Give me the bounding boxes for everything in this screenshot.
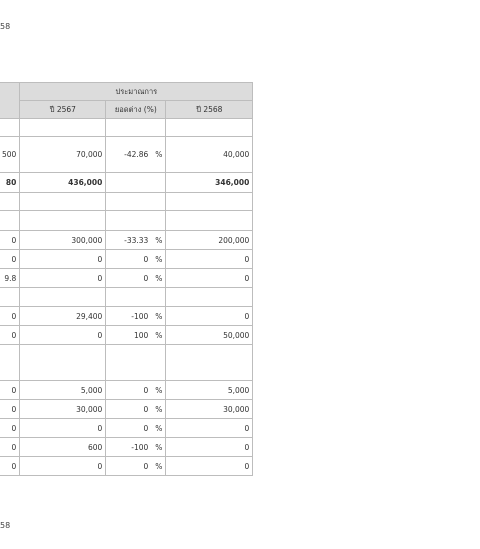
table-row	[0, 288, 253, 307]
change-cell	[106, 211, 166, 231]
page-number-top: 58	[0, 22, 11, 31]
prior-value-cell	[0, 288, 20, 307]
change-cell	[106, 438, 166, 457]
change-cell	[106, 326, 166, 345]
change-cell	[106, 173, 166, 193]
change-cell	[106, 400, 166, 419]
prior-value-cell	[0, 119, 20, 137]
table-row	[0, 307, 253, 326]
change-value: 0	[143, 273, 149, 283]
prior-value-cell	[0, 211, 20, 231]
col-header-2567: ปี 2567	[20, 101, 106, 119]
prior-value-cell	[0, 345, 20, 381]
table-row	[0, 438, 253, 457]
value-2568-cell	[166, 119, 253, 137]
table-row	[0, 250, 253, 269]
estimate-group-header: ประมาณการ	[20, 83, 253, 101]
percent-sign: %	[155, 150, 163, 159]
change-cell	[106, 119, 166, 137]
value-2568-cell	[166, 288, 253, 307]
change-value: -100	[131, 311, 149, 321]
table-row	[0, 381, 253, 400]
percent-sign: %	[155, 311, 163, 321]
value-2567-cell: 0	[20, 419, 106, 438]
value-2567-cell: 5,000	[20, 381, 106, 400]
value-2568-cell	[166, 345, 253, 381]
change-value: -33.33	[124, 235, 149, 245]
group-header-row	[0, 83, 253, 101]
value-2568-cell: 0	[166, 438, 253, 457]
value-2567-cell: 29,400	[20, 307, 106, 326]
change-value: 0	[143, 385, 149, 395]
percent-sign: %	[155, 385, 163, 395]
prior-column-header	[0, 83, 20, 119]
table-row	[0, 345, 253, 381]
prior-value-cell: 0	[0, 419, 20, 438]
table-row	[0, 173, 253, 193]
prior-value-cell: 80	[0, 173, 20, 193]
table-row	[0, 137, 253, 173]
page-number-bottom: 58	[0, 521, 11, 530]
percent-sign: %	[155, 442, 163, 452]
prior-value-cell: 0	[0, 400, 20, 419]
change-cell	[106, 231, 166, 250]
table-row	[0, 419, 253, 438]
table-row	[0, 269, 253, 288]
value-2567-cell	[20, 288, 106, 307]
prior-value-cell: 0	[0, 381, 20, 400]
value-2567-cell: 30,000	[20, 400, 106, 419]
table-row	[0, 193, 253, 211]
prior-value-cell: 0	[0, 231, 20, 250]
value-2567-cell: 0	[20, 250, 106, 269]
table-row	[0, 211, 253, 231]
value-2568-cell: 0	[166, 419, 253, 438]
table-row	[0, 119, 253, 137]
percent-sign: %	[155, 404, 163, 414]
change-cell	[106, 250, 166, 269]
percent-sign: %	[155, 273, 163, 283]
change-cell	[106, 269, 166, 288]
value-2568-cell: 0	[166, 250, 253, 269]
change-value: 0	[143, 254, 149, 264]
value-2567-cell	[20, 193, 106, 211]
value-2567-cell: 0	[20, 457, 106, 476]
value-2568-cell	[166, 211, 253, 231]
value-2567-cell	[20, 119, 106, 137]
change-value: 100	[134, 330, 149, 340]
column-header-row	[0, 101, 253, 119]
value-2568-cell: 50,000	[166, 326, 253, 345]
value-2567-cell	[20, 211, 106, 231]
change-cell	[106, 381, 166, 400]
prior-value-cell: 0	[0, 438, 20, 457]
value-2568-cell: 200,000	[166, 231, 253, 250]
value-2568-cell: 0	[166, 269, 253, 288]
col-header-2568: ปี 2568	[166, 101, 253, 119]
prior-value-cell: 500	[0, 137, 20, 173]
col-header-change: ยอดต่าง (%)	[106, 101, 166, 119]
value-2567-cell: 70,000	[20, 137, 106, 173]
percent-sign: %	[155, 254, 163, 264]
value-2568-cell: 5,000	[166, 381, 253, 400]
prior-value-cell: 9.8	[0, 269, 20, 288]
change-value: 0	[143, 423, 149, 433]
change-cell	[106, 193, 166, 211]
change-cell	[106, 137, 166, 173]
change-value: -42.86	[124, 150, 149, 159]
change-value: 0	[143, 404, 149, 414]
table-row	[0, 326, 253, 345]
prior-value-cell: 0	[0, 326, 20, 345]
value-2567-cell: 436,000	[20, 173, 106, 193]
value-2567-cell: 300,000	[20, 231, 106, 250]
change-value: -100	[131, 442, 149, 452]
table-row	[0, 400, 253, 419]
value-2568-cell: 346,000	[166, 173, 253, 193]
percent-sign: %	[155, 461, 163, 471]
change-value: 0	[143, 461, 149, 471]
prior-value-cell: 0	[0, 250, 20, 269]
budget-estimate-table	[0, 82, 253, 476]
change-cell	[106, 419, 166, 438]
change-cell	[106, 345, 166, 381]
change-cell	[106, 457, 166, 476]
table-row	[0, 457, 253, 476]
change-cell	[106, 288, 166, 307]
percent-sign: %	[155, 235, 163, 245]
change-cell	[106, 307, 166, 326]
value-2568-cell	[166, 193, 253, 211]
table-row	[0, 231, 253, 250]
percent-sign: %	[155, 330, 163, 340]
prior-value-cell	[0, 193, 20, 211]
value-2567-cell: 600	[20, 438, 106, 457]
value-2568-cell: 0	[166, 307, 253, 326]
value-2568-cell: 30,000	[166, 400, 253, 419]
value-2567-cell: 0	[20, 326, 106, 345]
value-2568-cell: 40,000	[166, 137, 253, 173]
value-2568-cell: 0	[166, 457, 253, 476]
prior-value-cell: 0	[0, 307, 20, 326]
prior-value-cell: 0	[0, 457, 20, 476]
value-2567-cell	[20, 345, 106, 381]
percent-sign: %	[155, 423, 163, 433]
value-2567-cell: 0	[20, 269, 106, 288]
